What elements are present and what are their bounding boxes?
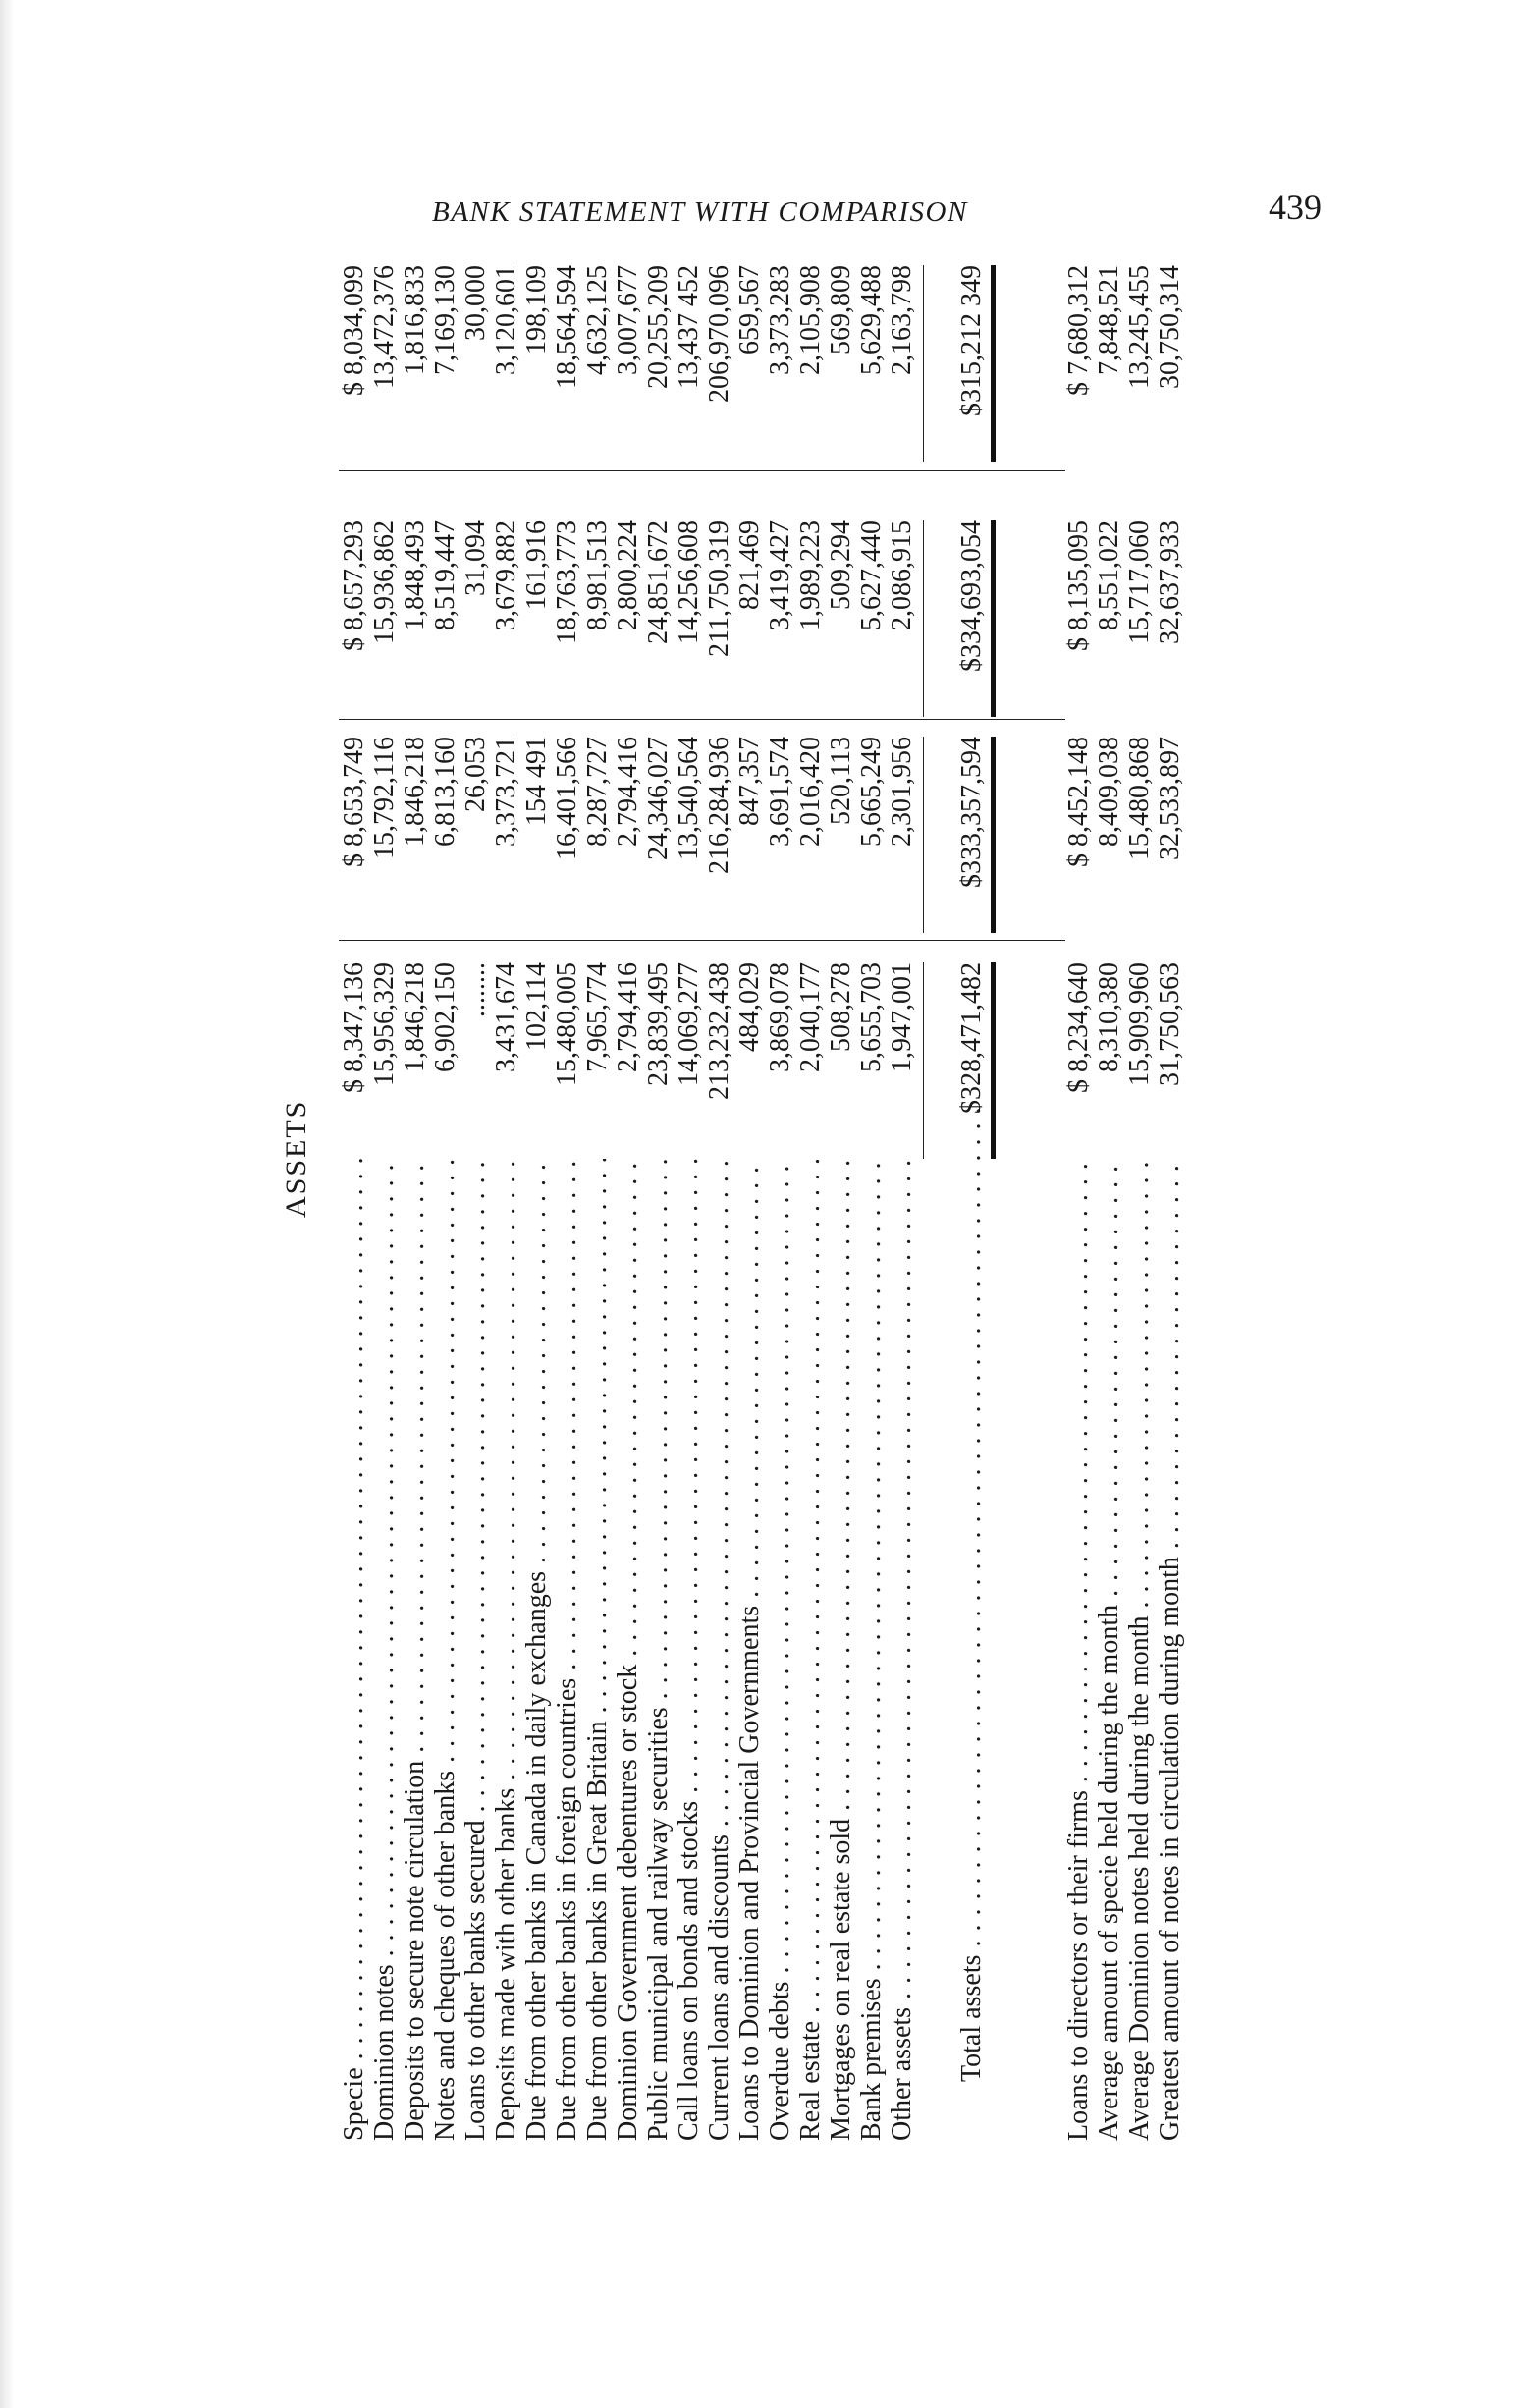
row-value: 18,763,773 [552,520,582,644]
total-value: $334,693,054 [956,520,987,672]
table-row [704,246,734,2141]
row-value: 161,916 [521,520,552,610]
row-value: 15,792,116 [369,737,400,859]
row-value: 3,373,283 [765,265,795,375]
table-row [1124,246,1155,2141]
table-row [582,246,613,2141]
total-double-rule [991,520,1001,717]
row-value: 4,632,125 [582,265,613,375]
row-label: Notes and cheques of other banks . . . [430,1159,460,2141]
total-value: $333,357,594 [956,737,987,888]
row-label: Other assets . . . [887,1159,917,2141]
row-value: 206,970,096 [704,265,734,403]
section-title: ASSETS [280,1099,312,1218]
row-value: 2,040,177 [795,962,826,1072]
row-value: 821,469 [734,520,765,610]
row-value: 8,981,513 [582,520,613,630]
row-value: 3,373,721 [491,737,521,847]
row-value: 13,245,455 [1124,265,1155,389]
table-row [1155,246,1185,2141]
row-value: $ 8,234,640 [1063,962,1094,1093]
row-label: Greatest amount of notes in circulation during month . . . [1155,1159,1185,2141]
table-row [491,246,521,2141]
row-value: $ 8,452,148 [1063,737,1094,867]
total-label: Total assets . . . [956,1100,987,2141]
row-value: 3,120,601 [491,265,521,375]
row-value: 5,665,249 [856,737,887,847]
row-value: 15,717,060 [1124,520,1155,644]
total-row [956,246,987,2141]
row-value: 24,346,027 [643,737,674,860]
row-value: 5,629,488 [856,265,887,375]
subtotal-rule [923,265,924,462]
row-value: 31,094 [460,520,491,596]
row-value: 2,086,915 [887,520,917,630]
row-label: Due from other banks in foreign countries . . . [552,1159,582,2141]
running-head: BANK STATEMENT WITH COMPARISON [432,196,968,228]
row-label: Mortgages on real estate sold . . . [826,1159,856,2141]
row-value: 15,480,868 [1124,737,1155,860]
row-value: 8,287,727 [582,737,613,847]
table-row [674,246,704,2141]
row-value: 1,846,218 [400,737,430,847]
row-value: 154 491 [521,737,552,826]
table-row [1094,246,1124,2141]
row-value: $ 8,653,749 [339,737,369,867]
row-value: 30,000 [460,265,491,341]
row-value: 3,431,674 [491,962,521,1072]
table-row [887,246,917,2141]
table-row [552,246,582,2141]
row-value: ........ [460,962,491,1017]
row-value: 1,848,493 [400,520,430,630]
table-row [856,246,887,2141]
row-value: 1,989,223 [795,520,826,630]
total-value: $328,471,482 [956,962,987,1114]
scan-edge [0,0,14,2408]
row-value: 3,419,427 [765,520,795,630]
row-value: 569,809 [826,265,856,355]
total-rule-row [987,246,1002,2141]
row-label: Dominion Government debentures or stock . . . [613,1159,643,2141]
row-value: 1,846,218 [400,962,430,1072]
row-value: 13,472,376 [369,265,400,389]
row-value: 8,409,038 [1094,737,1124,847]
row-value: 2,105,908 [795,265,826,375]
row-label: Public municipal and railway securities . . . [643,1159,674,2141]
row-value: 14,069,277 [674,962,704,1086]
row-value: 1,947,001 [887,962,917,1072]
table-row [339,246,369,2141]
row-label: Dominion notes . . . [369,1159,400,2141]
row-value: 13,540,564 [674,737,704,860]
row-value: 24,851,672 [643,520,674,644]
table-row [369,246,400,2141]
row-label: Current loans and discounts . . . [704,1159,734,2141]
row-value: 2,800,224 [613,520,643,630]
table-row [826,246,856,2141]
row-value: 2,301,956 [887,737,917,847]
page-number: 439 [1269,188,1322,227]
row-value: 20,255,209 [643,265,674,389]
row-value: 16,401,566 [552,737,582,860]
row-value: 5,655,703 [856,962,887,1072]
row-value: $ 8,657,293 [339,520,369,651]
table-row [643,246,674,2141]
row-label: Call loans on bonds and stocks . . . [674,1159,704,2141]
row-value: 847,357 [734,737,765,826]
row-value: 15,956,329 [369,962,400,1086]
row-label: Due from other banks in Canada in daily exchanges . . . [521,1159,552,2141]
row-value: 5,627,440 [856,520,887,630]
subtotal-rule [923,737,924,933]
row-value: 18,564,594 [552,265,582,389]
row-value: 213,232,438 [704,962,734,1100]
row-label: Bank premises . . . [856,1159,887,2141]
row-value: 3,869,078 [765,962,795,1072]
table-row [460,246,491,2141]
row-value: 23,839,495 [643,962,674,1086]
row-value: 8,310,380 [1094,962,1124,1072]
total-double-rule [991,265,1001,462]
row-value: 7,965,774 [582,962,613,1072]
row-value: 31,750,563 [1155,962,1185,1086]
row-value: 2,163,798 [887,265,917,375]
table-row [521,246,552,2141]
row-value: 211,750,319 [704,520,734,657]
row-label: Deposits made with other banks . . . [491,1159,521,2141]
row-label: Specie . . . [339,1159,369,2141]
row-value: 2,016,420 [795,737,826,847]
assets-table [339,246,1185,2141]
extra-rows [1063,246,1185,2141]
row-value: 198,109 [521,265,552,355]
row-label: Loans to Dominion and Provincial Governments . . . [734,1159,765,2141]
table-row [613,246,643,2141]
table-row [1063,246,1094,2141]
row-value: 8,551,022 [1094,520,1124,630]
row-value: 7,848,521 [1094,265,1124,375]
row-value: 14,256,608 [674,520,704,644]
row-value: 3,007,677 [613,265,643,375]
row-value: 6,813,160 [430,737,460,847]
row-value: 520,113 [826,737,856,825]
row-value: 6,902,150 [430,962,460,1072]
asset-rows [339,246,917,2141]
row-label: Average amount of specie held during the month . . . [1094,1159,1124,2141]
row-value: 1,816,833 [400,265,430,375]
row-value: $ 7,680,312 [1063,265,1094,396]
row-value: 30,750,314 [1155,265,1185,389]
row-value: $ 8,034,099 [339,265,369,396]
row-value: 15,909,960 [1124,962,1155,1086]
row-value: 3,691,574 [765,737,795,847]
total-double-rule [991,962,1001,1159]
row-value: 32,533,897 [1155,737,1185,860]
total-double-rule [991,737,1001,933]
row-value: 484,029 [734,962,765,1052]
row-label: Real estate . . . [795,1159,826,2141]
spacer [1002,246,1063,2141]
subtotal-rule [923,520,924,717]
row-value: 2,794,416 [613,737,643,847]
row-value: 15,480,005 [552,962,582,1086]
subtotal-rule-row [917,246,931,2141]
row-value: 3,679,882 [491,520,521,630]
row-label: Due from other banks in Great Britain . . . [582,1159,613,2141]
row-label: Loans to directors or their firms . . . [1063,1159,1094,2141]
row-value: 102,114 [521,962,552,1051]
row-value: 216,284,936 [704,737,734,874]
row-value: 508,278 [826,962,856,1052]
table-row [400,246,430,2141]
row-value: 8,519,447 [430,520,460,630]
row-value: $ 8,135,095 [1063,520,1094,651]
total-value: $315,212 349 [956,265,987,416]
row-value: 32,637,933 [1155,520,1185,644]
row-value: 509,294 [826,520,856,610]
row-label: Loans to other banks secured . . . [460,1159,491,2141]
row-value: 7,169,130 [430,265,460,375]
row-value: 2,794,416 [613,962,643,1072]
row-label: Average Dominion notes held during the month . . . [1124,1159,1155,2141]
table-row [430,246,460,2141]
row-value: $ 8,347,136 [339,962,369,1093]
row-value: 15,936,862 [369,520,400,644]
table-row [765,246,795,2141]
row-value: 659,567 [734,265,765,355]
table-row [795,246,826,2141]
row-value: 13,437 452 [674,265,704,389]
rotated-table [280,246,1262,2141]
row-label: Overdue debts . . . [765,1159,795,2141]
spacer [931,246,956,2141]
row-value: 26,053 [460,737,491,812]
table-row [734,246,765,2141]
subtotal-rule [923,962,924,1159]
row-label: Deposits to secure note circulation . . . [400,1159,430,2141]
